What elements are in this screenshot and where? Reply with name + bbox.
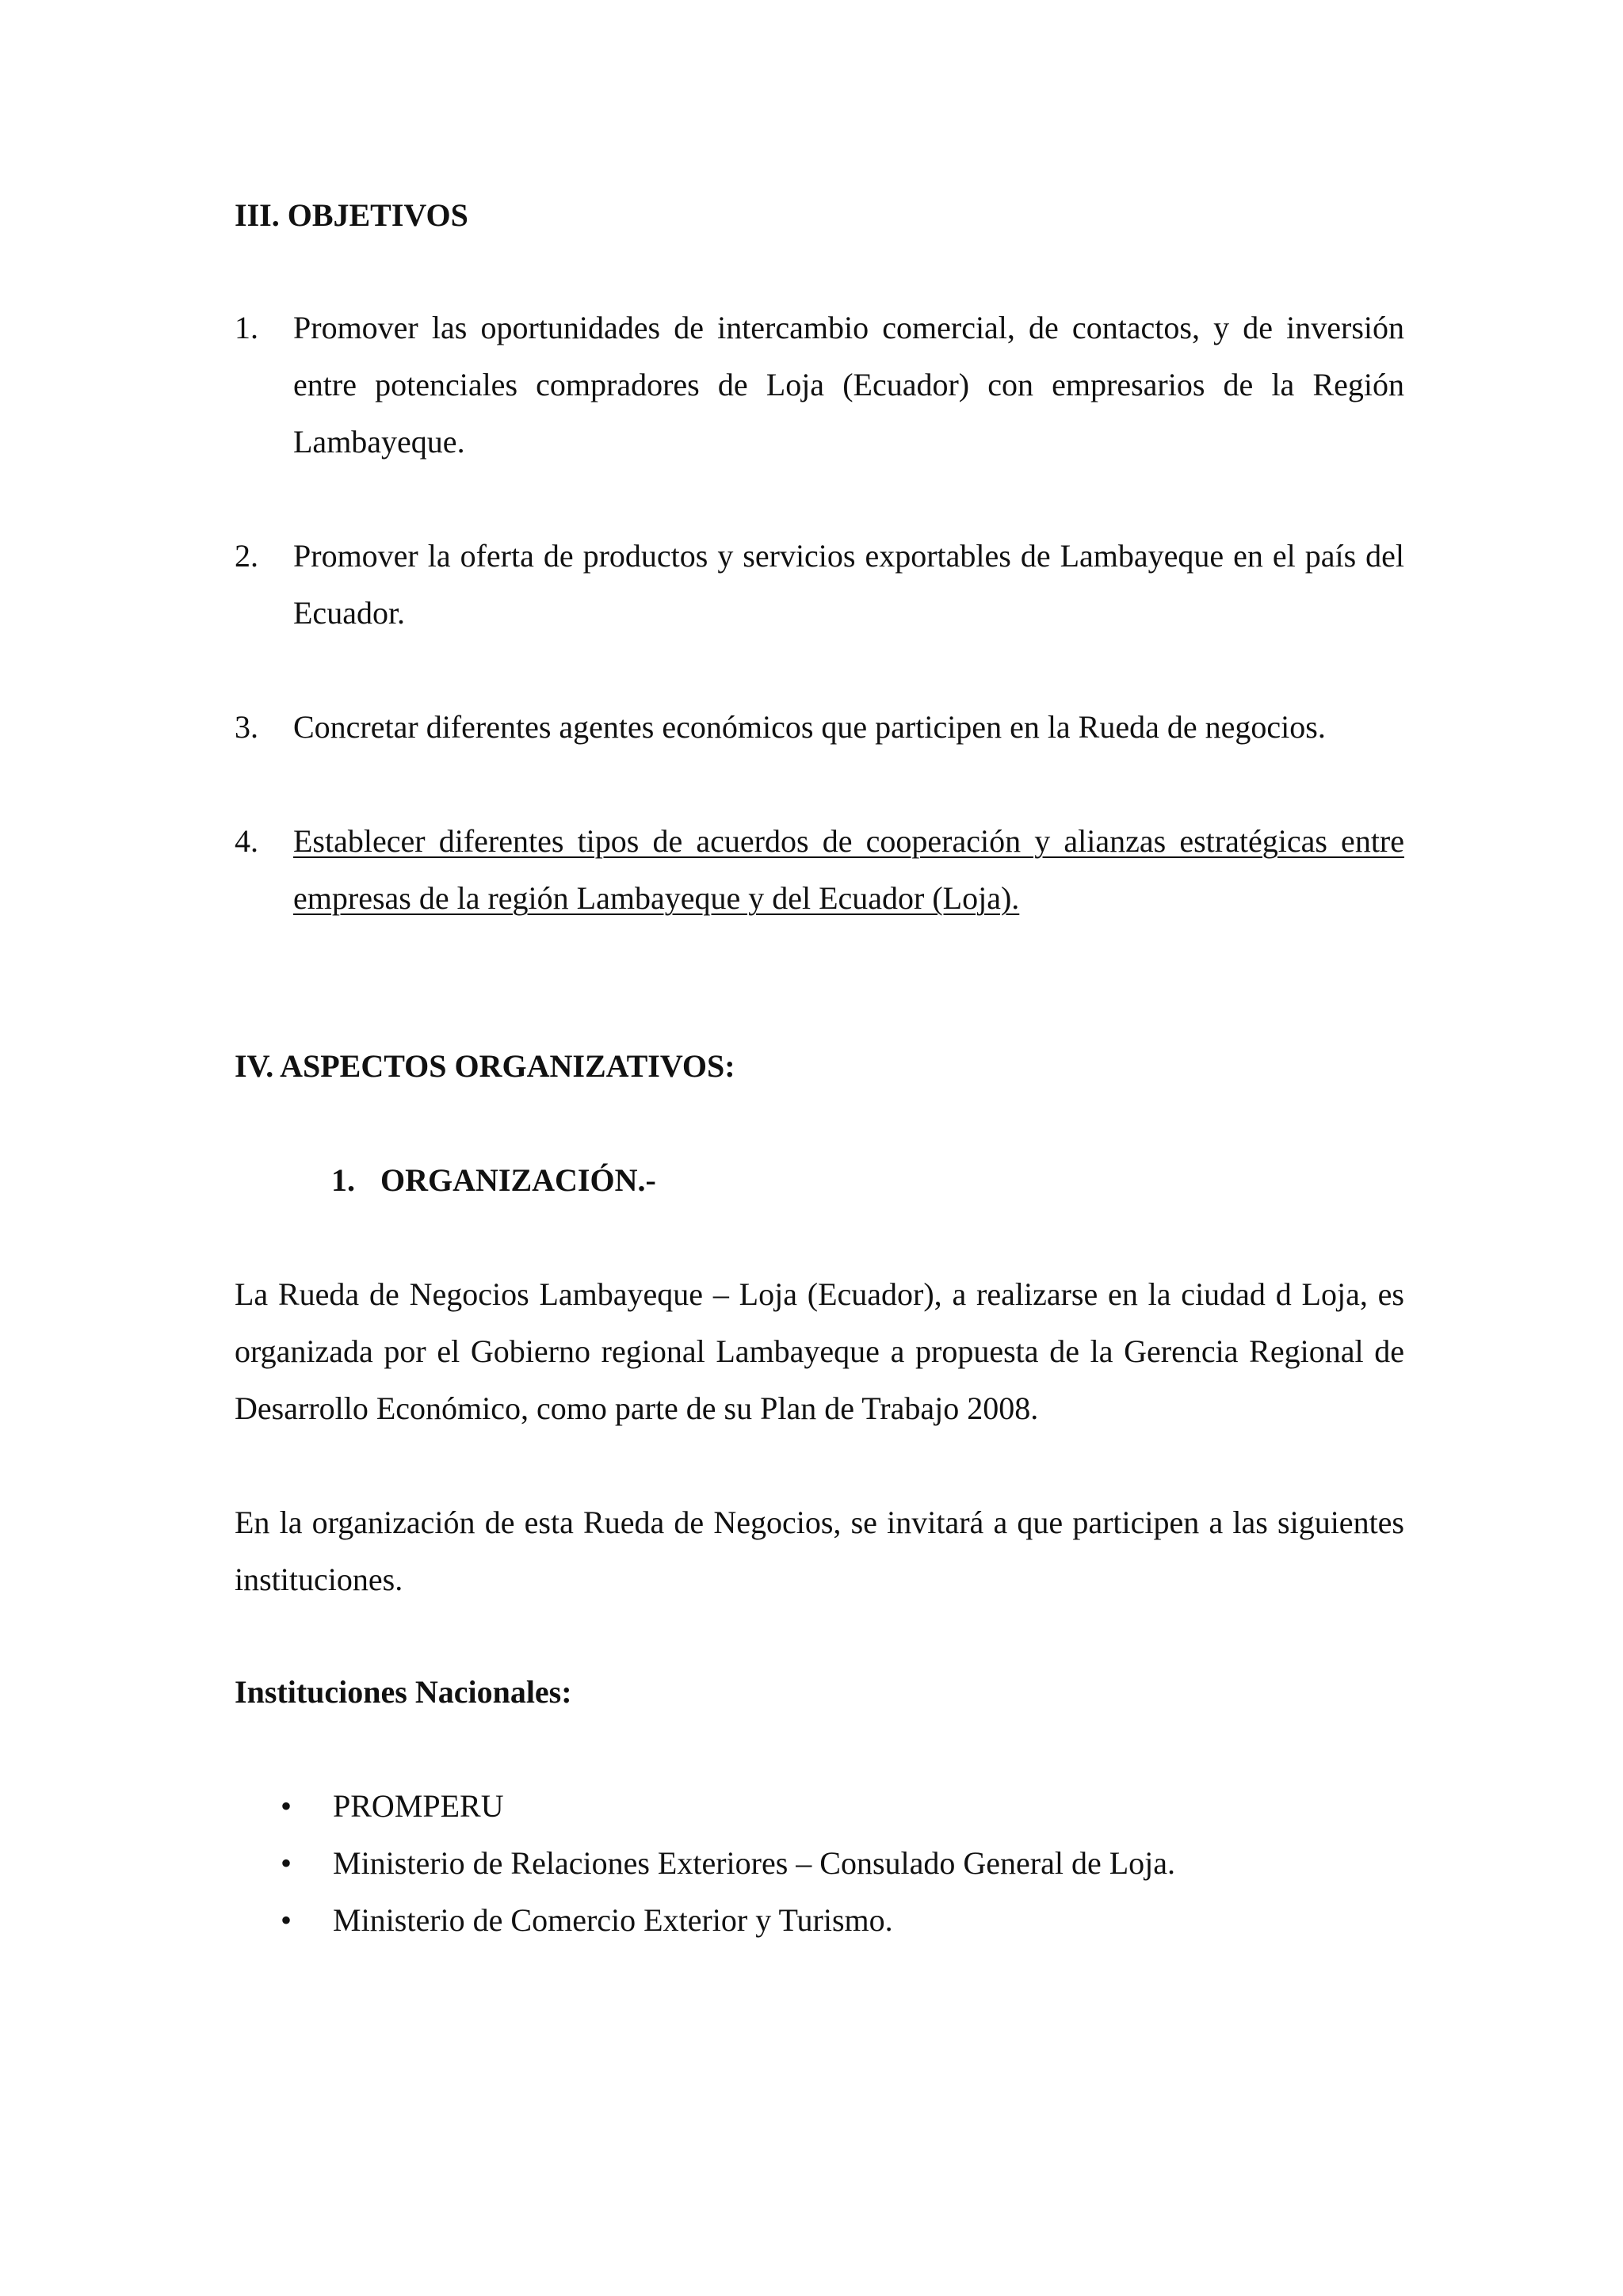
subsection-number: 1.: [331, 1162, 355, 1198]
list-item: [235, 1892, 1404, 1949]
institution-name: Ministerio de Comercio Exterior y Turismo.: [333, 1902, 893, 1938]
objective-number: 4.: [235, 823, 258, 859]
objective-text-underlined: Establecer diferentes tipos de acuerdos de cooperación y alianzas estratégicas entre empresas de la región Lambayeque y del Ecuador (Loja).: [293, 823, 1404, 916]
section-heading-aspectos: IV. ASPECTOS ORGANIZATIVOS:: [235, 1048, 735, 1084]
institutions-list: [235, 1778, 1404, 1949]
objective-item: [235, 813, 1404, 927]
objective-item: [235, 699, 1404, 756]
bullet-icon: •: [281, 1902, 292, 1938]
institution-name: PROMPERU: [333, 1788, 504, 1824]
objective-number: 2.: [235, 538, 258, 574]
objective-item: [235, 299, 1404, 471]
paragraph-organizacion: La Rueda de Negocios Lambayeque – Loja (Ecuador), a realizarse en la ciudad d Loja, es organizada por el Gobierno regional Lambayeque a propuesta de la Gerencia Regional de Desarrollo Económico, como parte de su Plan de Trabajo 2008.: [235, 1276, 1404, 1426]
institutions-heading: Instituciones Nacionales:: [235, 1674, 572, 1710]
bullet-icon: •: [281, 1788, 292, 1824]
subsection-heading-organizacion: [331, 1152, 656, 1209]
list-item: [235, 1778, 1404, 1835]
objective-number: 3.: [235, 709, 258, 745]
objective-text: Concretar diferentes agentes económicos que participen en la Rueda de negocios.: [293, 709, 1326, 745]
objective-text: Promover la oferta de productos y servicios exportables de Lambayeque en el país del Ecuador.: [293, 538, 1404, 631]
section-heading-objetivos: III. OBJETIVOS: [235, 197, 468, 233]
objective-number: 1.: [235, 310, 258, 345]
institution-name: Ministerio de Relaciones Exteriores – Consulado General de Loja.: [333, 1845, 1176, 1881]
subsection-title: ORGANIZACIÓN.-: [380, 1162, 656, 1198]
list-item: [235, 1835, 1404, 1892]
objective-text: Promover las oportunidades de intercambio comercial, de contactos, y de inversión entre potenciales compradores de Loja (Ecuador) con empresarios de la Región Lambayeque.: [293, 310, 1404, 460]
paragraph-instituciones: En la organización de esta Rueda de Negocios, se invitará a que participen a las siguientes instituciones.: [235, 1505, 1404, 1597]
bullet-icon: •: [281, 1845, 292, 1881]
objective-item: [235, 528, 1404, 642]
